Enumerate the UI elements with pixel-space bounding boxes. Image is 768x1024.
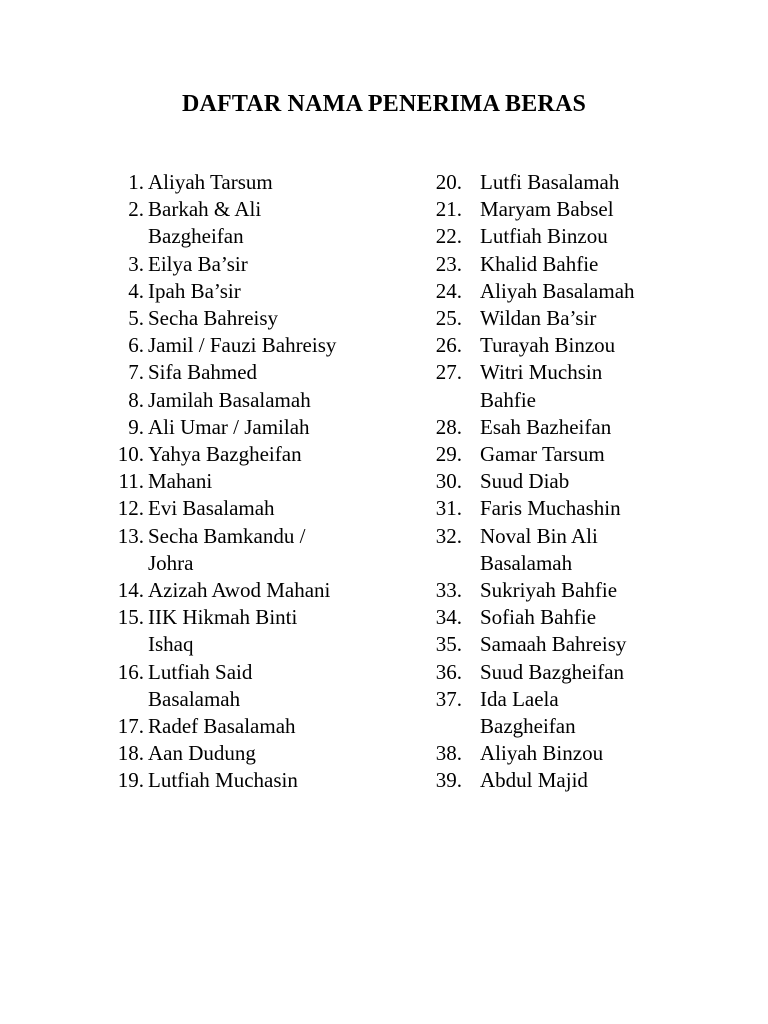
- item-name: Aliyah Binzou: [480, 741, 604, 766]
- list-item: [104, 659, 404, 713]
- item-name: Radef Basalamah: [148, 714, 296, 739]
- item-name: Lutfi Basalamah: [480, 170, 620, 194]
- item-name: Mahani: [148, 469, 213, 494]
- list-item: [418, 659, 758, 686]
- item-name: Lutfiah Muchasin: [148, 768, 298, 793]
- list-item: [104, 523, 404, 577]
- list-item: [418, 767, 758, 794]
- recipient-list-right: [418, 169, 758, 795]
- item-number: 19.: [117, 768, 144, 793]
- item-name: Faris Muchashin: [480, 496, 621, 521]
- item-number: 38.: [435, 741, 462, 766]
- item-number: 9.: [128, 414, 144, 439]
- list-item: [418, 359, 758, 413]
- list-item: [418, 577, 758, 604]
- item-name: Esah Bazheifan: [480, 414, 612, 439]
- list-item: [104, 305, 404, 332]
- item-name: Ipah Ba’sir: [148, 278, 241, 303]
- list-item: [104, 414, 404, 441]
- item-name: Noval Bin Ali Basalamah: [480, 523, 598, 575]
- item-number: 13.: [117, 523, 144, 548]
- item-number: 31.: [435, 496, 462, 521]
- item-number: 11.: [118, 469, 144, 494]
- item-name: Barkah & Ali Bazgheifan: [148, 197, 262, 249]
- item-number: 15.: [117, 605, 144, 630]
- list-item: [104, 387, 404, 414]
- item-name: Aan Dudung: [148, 741, 256, 766]
- list-item: [418, 278, 758, 305]
- item-number: 5.: [128, 306, 144, 331]
- list-item: [418, 686, 758, 740]
- list-item: [104, 332, 404, 359]
- item-number: 16.: [117, 659, 144, 684]
- item-number: 35.: [435, 632, 462, 657]
- item-name: Jamil / Fauzi Bahreisy: [148, 333, 337, 358]
- item-number: 26.: [435, 333, 462, 358]
- list-item: [104, 278, 404, 305]
- item-name: Suud Bazgheifan: [480, 659, 625, 684]
- list-item: [104, 495, 404, 522]
- item-number: 22.: [435, 224, 462, 249]
- item-name: IIK Hikmah Binti Ishaq: [148, 605, 298, 657]
- item-name: Azizah Awod Mahani: [148, 578, 331, 603]
- list-item: [418, 305, 758, 332]
- list-item: [418, 332, 758, 359]
- list-item: [104, 169, 404, 196]
- item-number: 28.: [435, 414, 462, 439]
- item-number: 27.: [435, 360, 462, 385]
- item-number: 34.: [435, 605, 462, 630]
- item-number: 6.: [128, 333, 144, 358]
- list-item: [418, 223, 758, 250]
- list-item: [104, 468, 404, 495]
- item-name: Turayah Binzou: [480, 333, 616, 358]
- item-number: 18.: [117, 741, 144, 766]
- list-item: [418, 523, 758, 577]
- item-number: 2.: [128, 197, 144, 222]
- item-number: 23.: [435, 251, 462, 276]
- item-number: 14.: [117, 578, 144, 603]
- item-name: Lutfiah Binzou: [480, 224, 608, 249]
- item-name: Ida Laela Bazgheifan: [480, 686, 576, 739]
- item-number: 33.: [435, 578, 462, 603]
- item-number: 30.: [435, 469, 462, 494]
- item-name: Secha Bamkandu / Johra: [148, 523, 306, 575]
- list-item: [418, 631, 758, 658]
- page-title: DAFTAR NAMA PENERIMA BERAS: [181, 91, 587, 117]
- item-number: 29.: [435, 442, 462, 467]
- item-number: 12.: [117, 496, 144, 521]
- item-name: Samaah Bahreisy: [480, 632, 627, 657]
- recipient-list-left: [104, 169, 404, 795]
- item-number: 10.: [117, 442, 144, 467]
- item-number: 8.: [128, 387, 144, 412]
- item-number: 4.: [128, 278, 144, 303]
- list-item: [418, 251, 758, 278]
- item-name: Gamar Tarsum: [480, 442, 605, 467]
- list-item: [104, 577, 404, 604]
- item-name: Yahya Bazgheifan: [148, 442, 302, 467]
- list-item: [104, 441, 404, 468]
- item-name: Sofiah Bahfie: [480, 605, 597, 630]
- item-name: Maryam Babsel: [480, 197, 614, 222]
- item-name: Aliyah Tarsum: [148, 170, 273, 194]
- item-number: 24.: [435, 278, 462, 303]
- item-number: 17.: [117, 714, 144, 739]
- item-name: Eilya Ba’sir: [148, 251, 248, 276]
- item-number: 7.: [128, 360, 144, 385]
- item-name: Ali Umar / Jamilah: [148, 414, 310, 439]
- list-item: [418, 441, 758, 468]
- list-item: [418, 169, 758, 196]
- list-item: [104, 767, 404, 794]
- list-item: [418, 196, 758, 223]
- item-number: 37.: [435, 686, 462, 711]
- list-item: [104, 713, 404, 740]
- item-number: 20.: [435, 170, 462, 194]
- item-name: Lutfiah Said Basalamah: [148, 659, 253, 711]
- item-name: Abdul Majid: [480, 768, 588, 793]
- list-item: [104, 604, 404, 658]
- list-item: [418, 495, 758, 522]
- item-name: Suud Diab: [480, 469, 570, 494]
- list-item: [104, 740, 404, 767]
- item-name: Evi Basalamah: [148, 496, 275, 521]
- item-name: Witri Muchsin Bahfie: [480, 360, 603, 412]
- item-name: Aliyah Basalamah: [480, 278, 635, 303]
- item-name: Jamilah Basalamah: [148, 387, 311, 412]
- list-item: [104, 196, 404, 250]
- item-name: Secha Bahreisy: [148, 306, 279, 331]
- item-name: Sifa Bahmed: [148, 360, 258, 385]
- list-item: [104, 359, 404, 386]
- item-number: 39.: [435, 768, 462, 793]
- item-number: 21.: [435, 197, 462, 222]
- list-item: [418, 740, 758, 767]
- item-name: Wildan Ba’sir: [480, 306, 597, 331]
- list-item: [418, 468, 758, 495]
- list-item: [104, 251, 404, 278]
- item-number: 1.: [128, 170, 144, 194]
- item-name: Khalid Bahfie: [480, 251, 599, 276]
- item-number: 32.: [435, 523, 462, 548]
- item-number: 25.: [435, 306, 462, 331]
- list-item: [418, 604, 758, 631]
- item-number: 36.: [435, 659, 462, 684]
- list-item: [418, 414, 758, 441]
- item-name: Sukriyah Bahfie: [480, 578, 618, 603]
- item-number: 3.: [128, 251, 144, 276]
